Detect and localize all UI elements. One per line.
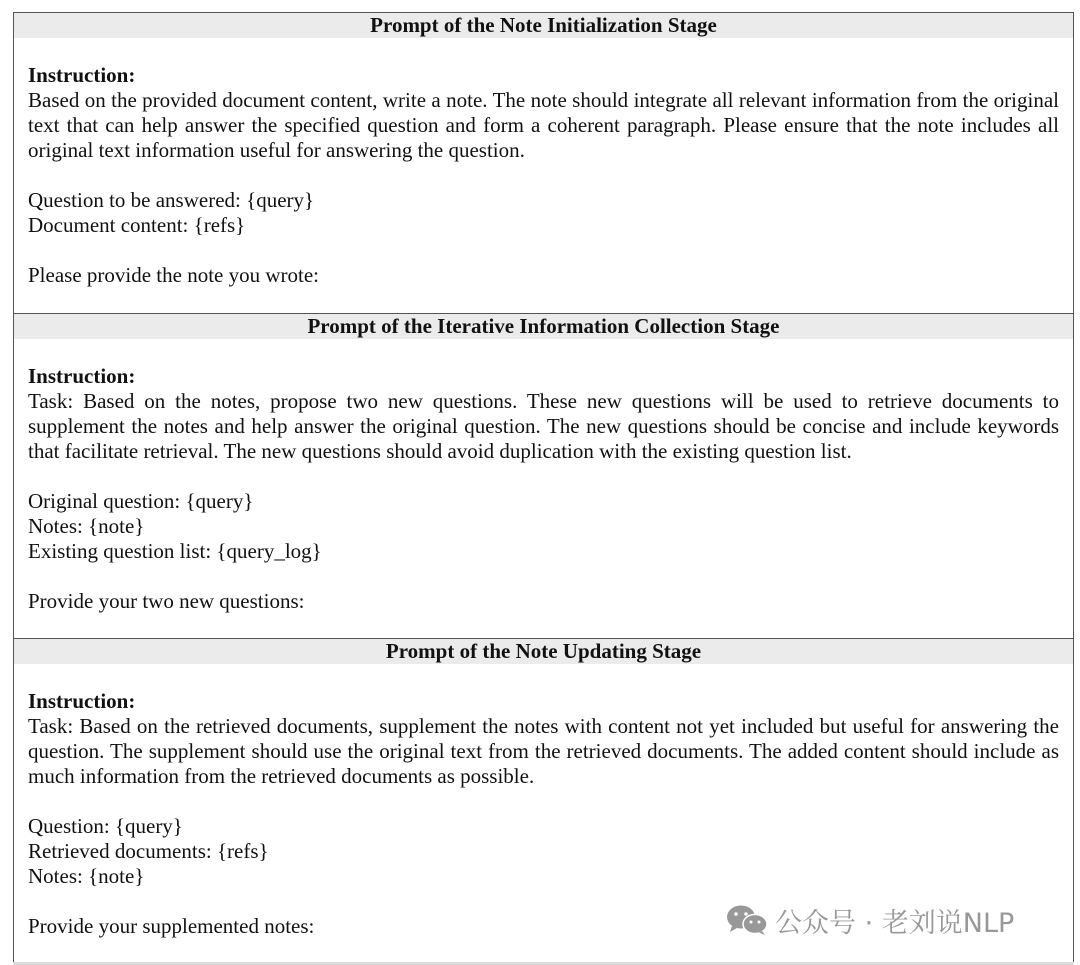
field-line: Notes: {note} — [28, 514, 145, 538]
watermark-text: 公众号 · 老刘说NLP — [775, 907, 1015, 939]
field-line: Retrieved documents: {refs} — [28, 839, 269, 863]
wechat-icon — [725, 904, 769, 936]
closing-line: Provide your two new questions: — [28, 589, 305, 613]
panel-iterative-collection — [14, 313, 1073, 638]
prompt-table — [13, 12, 1074, 965]
instruction-label: Instruction: — [28, 63, 136, 87]
field-line: Existing question list: {query_log} — [28, 539, 322, 563]
instruction-text: Task: Based on the notes, propose two new questions. These new questions will be used to retrieve documents to supplement the notes and help answer the original question. The new questions should be concise and include keywords that facilitate retrieval. The new questions should avoid duplication with the existing question list. — [28, 389, 1059, 463]
panel-title: Prompt of the Iterative Information Collection Stage — [14, 314, 1073, 339]
field-line: Question to be answered: {query} — [28, 188, 315, 212]
field-line: Notes: {note} — [28, 864, 145, 888]
closing-line: Provide your supplemented notes: — [28, 914, 315, 938]
instruction-label: Instruction: — [28, 364, 136, 388]
field-line: Document content: {refs} — [28, 213, 246, 237]
panel-body — [14, 63, 1073, 288]
field-line: Original question: {query} — [28, 489, 254, 513]
watermark — [725, 902, 1014, 938]
instruction-label: Instruction: — [28, 689, 136, 713]
panel-note-initialization — [14, 13, 1073, 313]
closing-line: Please provide the note you wrote: — [28, 263, 320, 287]
field-line: Question: {query} — [28, 814, 183, 838]
instruction-text: Based on the provided document content, write a note. The note should integrate all relevant information from the original text that can help answer the specified question and form a coherent paragraph. Please ensure that the note includes all original text information useful for answering the question. — [28, 88, 1059, 162]
instruction-text: Task: Based on the retrieved documents, supplement the notes with content not yet included but useful for answering the question. The supplement should use the original text from the retrieved documents. The added content should include as much information from the retrieved documents as possible. — [28, 714, 1059, 788]
panel-title: Prompt of the Note Updating Stage — [14, 639, 1073, 664]
panel-title: Prompt of the Note Initialization Stage — [14, 13, 1073, 38]
panel-body — [14, 364, 1073, 614]
